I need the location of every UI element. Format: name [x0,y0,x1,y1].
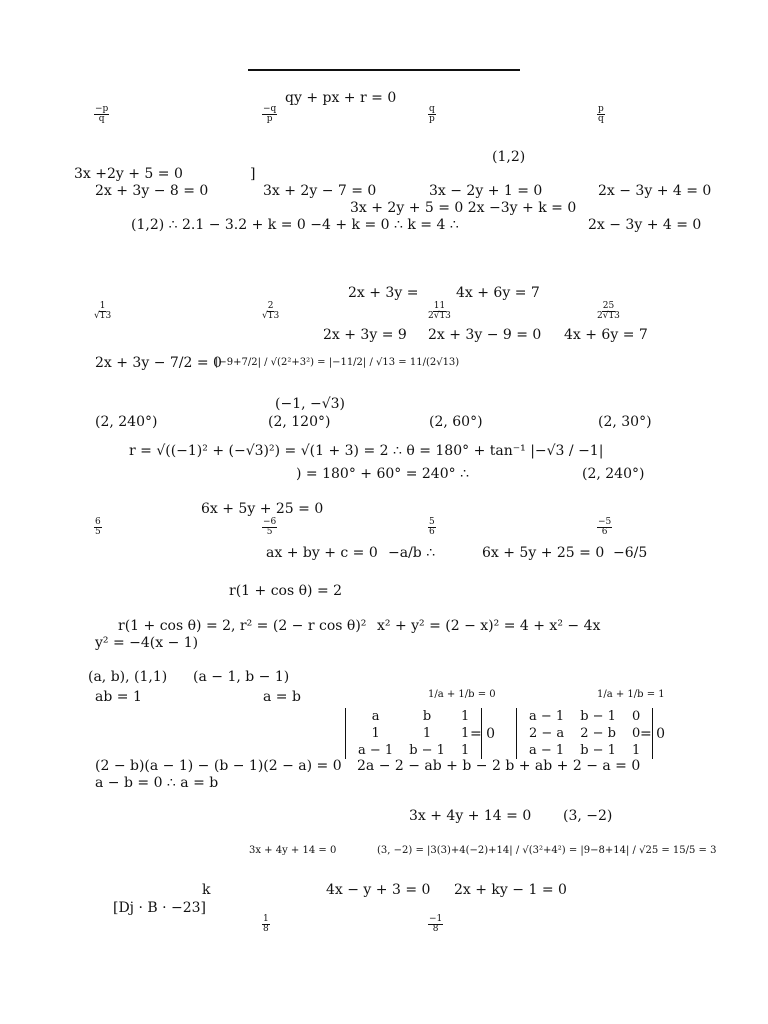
answer: 2x − 3y + 4 = 0 [588,217,702,233]
option-a: $\frac{1}{√13}$ [94,301,112,322]
option-b: $\frac{-1}{8}$ [429,914,443,935]
option-b: $\frac{2}{√13}$ [262,301,280,322]
option-b: (2, 120°) [268,414,331,430]
solution-line: 3x + 2y + 5 = 0 2x −3y + k = 0 [350,200,577,216]
matrix-cell: b [422,709,432,724]
equation-line: r(1 + cos θ) = 2 [229,583,343,599]
matrix-cell: a − 1 [529,743,565,758]
solution-line: (1,2) ∴ 2.1 − 3.2 + k = 0 −4 + k = 0 ∴ k = 4 ∴ [131,217,459,233]
option-d: (2, 30°) [598,414,652,430]
matrix-cell: 2 − a [529,726,565,741]
matrix-cell: b − 1 [580,743,616,758]
solution-line: 3x + 4y + 14 = 0 [249,845,337,856]
determinant [516,708,653,759]
option-c: 3x − 2y + 1 = 0 [429,183,543,199]
top-rule [248,69,520,71]
solution-line: 4x + 6y = 7 [564,327,648,343]
option-b: a = b [263,689,301,705]
bracket: ] [250,166,256,182]
distance-formula: |−9+7/2| / √(2²+3²) = |−11/2| / √13 = 11/(2√13) [215,357,460,368]
option-a: $\frac{-p}{q}$ [95,104,109,125]
matrix-cell: a [371,709,380,724]
matrix-cell: 1 [460,709,470,724]
matrix-row [350,742,477,759]
option-d: 2x − 3y + 4 = 0 [598,183,712,199]
matrix-cell: 1 [460,726,470,741]
solution-line: r = √((−1)² + (−√3)²) = √(1 + 3) = 2 ∴ θ = 180° + tan⁻¹ |−√3 / −1| [129,443,604,459]
solution-line: r(1 + cos θ) = 2, r² = (2 − r cos θ)² [118,618,367,634]
matrix-cell: 1 [422,726,432,741]
answer: a − b = 0 ∴ a = b [95,775,219,791]
option-b: 3x + 2y − 7 = 0 [263,183,377,199]
answer: (2, 240°) [582,466,645,482]
option-b: $\frac{-q}{p}$ [263,104,277,125]
option-a: (2, 240°) [95,414,158,430]
matrix-cell: 0 [631,709,641,724]
equals-zero: = 0 [640,726,666,742]
option-b: $\frac{-6}{5}$ [263,517,277,538]
equals-zero: = 0 [470,726,496,742]
option-c: $\frac{q}{p}$ [429,104,435,125]
matrix-cell: b − 1 [580,709,616,724]
matrix-cell: 1 [631,743,641,758]
equation-line: 2x + ky − 1 = 0 [454,882,567,898]
option-d: $\frac{-5}{6}$ [598,517,612,538]
solution-line: x² + y² = (2 − x)² = 4 + x² − 4x [377,618,601,634]
solution-line: 2x + 3y − 9 = 0 [428,327,542,343]
option-d: $\frac{p}{q}$ [598,104,604,125]
equation-line: qy + px + r = 0 [285,90,397,106]
equation-line: 2x + 3y = [348,285,419,301]
determinant [345,708,482,759]
solution-line: ax + by + c = 0 [266,545,378,561]
solution-line: 2x + 3y − 7/2 = 0 [95,355,222,371]
option-c: (2, 60°) [429,414,483,430]
equation-line: 4x − y + 3 = 0 [326,882,431,898]
equation-line: 3x + 4y + 14 = 0 [409,808,532,824]
point: (−1, −√3) [275,396,346,412]
answer: −6/5 [613,545,648,561]
option-c: $\frac{11}{2√13}$ [428,301,451,322]
matrix-row [521,725,648,742]
option-d: 1/a + 1/b = 1 [597,689,665,700]
solution-line: −a/b ∴ [388,545,436,561]
solution-line: (2 − b)(a − 1) − (b − 1)(2 − a) = 0 [95,758,342,774]
point: (1,2) [492,149,526,165]
reference-tag: [Dj · B · −23] [113,900,207,916]
option-c: 1/a + 1/b = 0 [428,689,496,700]
point: (a, b), (1,1) [88,669,168,685]
solution-line: ) = 180° + 60° = 240° ∴ [296,466,469,482]
matrix-cell: b − 1 [409,743,445,758]
solution-line: 2a − 2 − ab + b − 2 b + ab + 2 − a = 0 [357,758,641,774]
answer: y² = −4(x − 1) [95,635,199,651]
matrix-cell: 2 − b [580,726,616,741]
equation-line: 3x +2y + 5 = 0 [74,166,183,182]
matrix-row [350,708,477,725]
option-a: ab = 1 [95,689,142,705]
matrix-cell: a − 1 [358,743,394,758]
matrix-cell: 1 [460,743,470,758]
matrix-cell: 1 [371,726,380,741]
solution-line: 6x + 5y + 25 = 0 [482,545,605,561]
option-a: 2x + 3y − 8 = 0 [95,183,209,199]
matrix-row [521,708,648,725]
matrix-row [521,742,648,759]
matrix-row [350,725,477,742]
point: (3, −2) [563,808,613,824]
equation-line: 4x + 6y = 7 [456,285,540,301]
point: (a − 1, b − 1) [193,669,290,685]
equation-line: 6x + 5y + 25 = 0 [201,501,324,517]
matrix-cell: 0 [631,726,641,741]
matrix-cell: a − 1 [529,709,565,724]
variable: k [202,882,211,898]
option-d: $\frac{25}{2√13}$ [597,301,620,322]
option-a: $\frac{1}{8}$ [263,914,269,935]
option-c: $\frac{5}{6}$ [429,517,435,538]
distance-formula: (3, −2) = |3(3)+4(−2)+14| / √(3²+4²) = |9−8+14| / √25 = 15/5 = 3 [377,845,717,856]
solution-line: 2x + 3y = 9 [323,327,407,343]
option-a: $\frac{6}{5}$ [95,517,101,538]
